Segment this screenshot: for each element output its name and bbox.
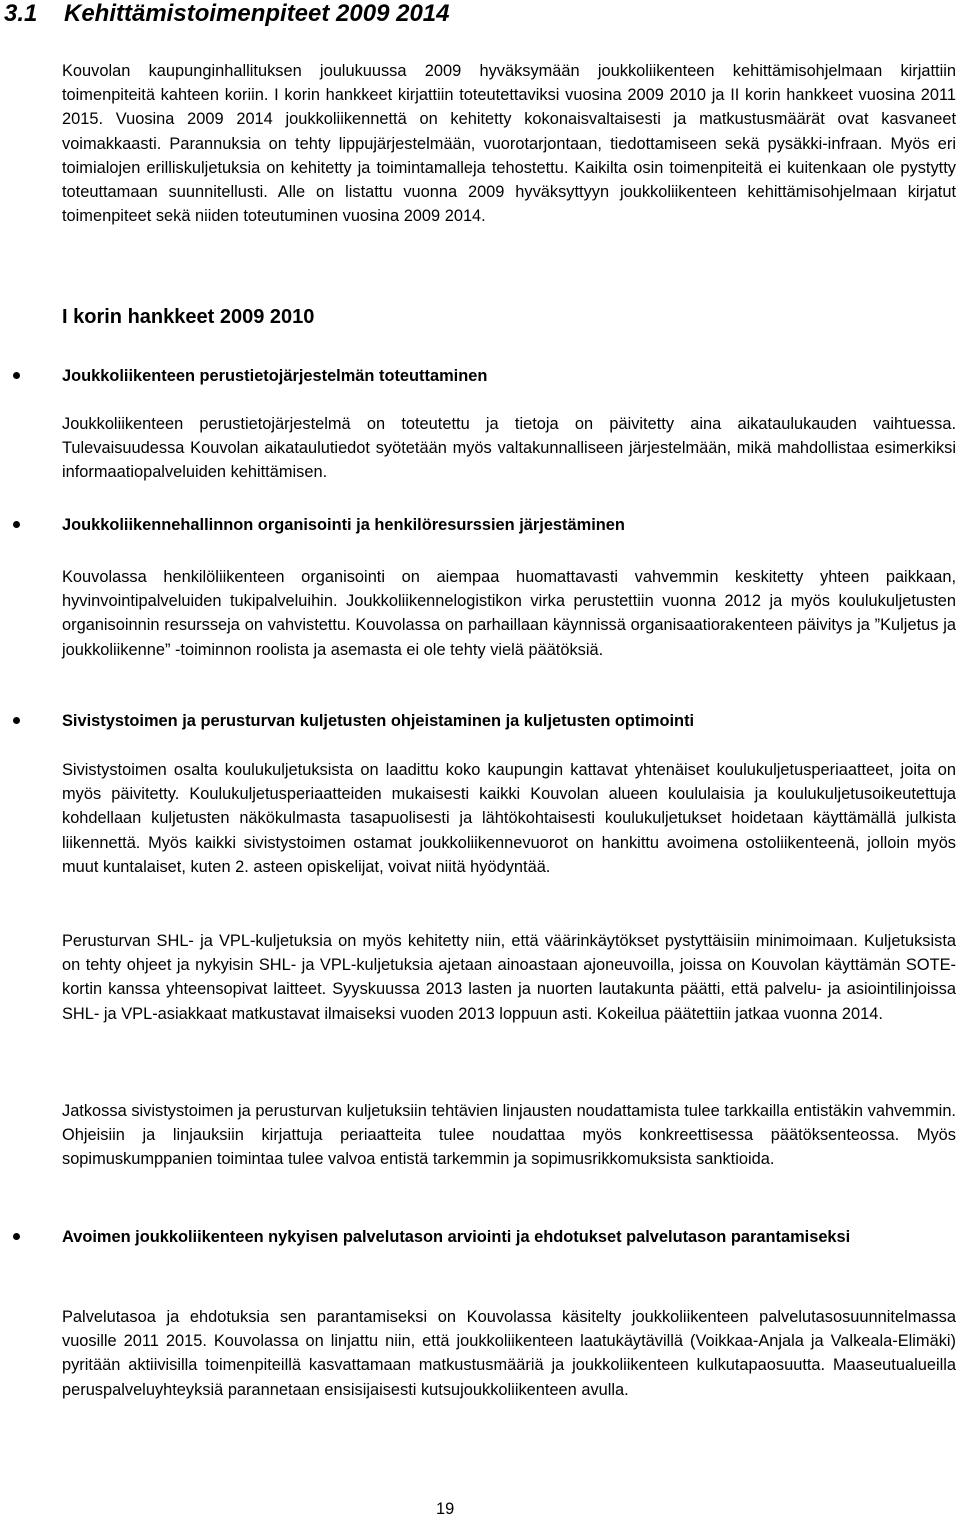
section-3-paragraph-3: Jatkossa sivistystoimen ja perusturvan kuljetuksiin tehtävien linjausten noudattamista tulee tarkkailla entistäkin vahvemmin. Ohjeisiin ja linjauksiin kirjattuja periaatteita tulee noudattaa myös konkreettisessa päätöksenteossa. Myös sopimuskumppanien toimintaa tulee valvoa entistä tarkemmin ja sopimusrikkomuksista sanktioida.: [62, 1102, 956, 1169]
bullet-icon: [13, 372, 20, 379]
section-title: Kehittämistoimenpiteet 2009 2014: [64, 0, 450, 27]
section-heading: [4, 0, 450, 31]
subheading: I korin hankkeet 2009 2010: [62, 306, 315, 328]
bullet-icon: [13, 717, 20, 724]
bullet-icon: [13, 521, 20, 528]
section-1-paragraph-1: Joukkoliikenteen perustietojärjestelmä on toteutettu ja tietoja on päivitetty aina aikataulukauden vaihtuessa. Tulevaisuudessa Kouvolan aikataulutiedot syötetään myös valtakunnalliseen järjestelmään, mikä mahdollistaa esimerkiksi informaatiopalveluiden kehittämisen.: [62, 415, 956, 482]
section-2-paragraph-1: Kouvolassa henkilöliikenteen organisointi on aiempaa huomattavasti vahvemmin keskitetty yhteen paikkaan, hyvinvointipalveluiden tukipalveluihin. Joukkoliikennelogistikon virka perustettiin vuonna 2012 ja myös koulukuljetusten organisoinnin resursseja on vahvistettu. Kouvolassa on parhaillaan käynnissä organisaatiorakenteen päivitys ja ”Kuljetus ja joukkoliikenne” -toiminnon roolista ja asemasta ei ole tehty vielä päätöksiä.: [62, 568, 956, 659]
intro-paragraph: Kouvolan kaupunginhallituksen joulukuussa 2009 hyväksymään joukkoliikenteen kehittämisohjelmaan kirjattiin toimenpiteitä kahteen koriin. I korin hankkeet kirjattiin toteutettaviksi vuosina 2009 2010 ja II korin hankkeet vuosina 2011 2015. Vuosina 2009 2014 joukkoliikennettä on kehitetty kokonaisvaltaisesti ja matkustusmäärät ovat kasvaneet voimakkaasti. Parannuksia on tehty lippujärjestelmään, vuorotarjontaan, tiedottamiseen sekä pysäkki-infraan. Myös eri toimialojen erilliskuljetuksia on kehitetty ja toimintamalleja tehostettu. Kaikilta osin toimenpiteitä ei kuitenkaan ole pystytty toteuttamaan suunnitellusti. Alle on listattu vuonna 2009 hyväksyttyyn joukkoliikenteen kehittämisohjelmaan kirjatut toimenpiteet sekä niiden toteutuminen vuosina 2009 2014.: [62, 62, 956, 226]
section-3-title: Sivistystoimen ja perusturvan kuljetusten ohjeistaminen ja kuljetusten optimointi: [62, 712, 695, 730]
bullet-icon: [13, 1233, 20, 1240]
section-3-paragraph-1: Sivistystoimen osalta koulukuljetuksista on laadittu koko kaupungin kattavat yhtenäiset koulukuljetusperiaatteet, joita on myös päivitetty. Koulukuljetusperiaatteiden mukaisesti kaikki Kouvolan alueen koululaisia ja koulukuljetusoikeutettuja kohdellaan kuljetusten näkökulmasta tasapuolisesti ja lähtökohtaisesti koulukuljetukset hoidetaan käyttämällä julkista liikennettä. Myös kaikki sivistystoimen ostamat joukkoliikennevuorot on hankittu avoimena ostoliikenteenä, jolloin myös muut kuntalaiset, kuten 2. asteen opiskelijat, voivat niitä hyödyntää.: [62, 761, 956, 876]
section-number: 3.1: [4, 0, 38, 27]
page-number: 19: [436, 1500, 455, 1518]
section-4-title: Avoimen joukkoliikenteen nykyisen palvelutason arviointi ja ehdotukset palvelutason parantamiseksi: [62, 1228, 851, 1246]
section-4-paragraph-1: Palvelutasoa ja ehdotuksia sen parantamiseksi on Kouvolassa käsitelty joukkoliikenteen palvelutasosuunnitelmassa vuosille 2011 2015. Kouvolassa on linjattu niin, että joukkoliikenteen laatukäytävillä (Voikkaa-Anjala ja Valkeala-Elimäki) pyritään aktiivisilla toimenpiteillä kasvattamaan matkustusmääriä ja joukkoliikenteen kulkutapaosuutta. Maaseutualueilla peruspalveluyhteyksiä parannetaan ensisijaisesti kutsujoukkoliikenteen avulla.: [62, 1308, 956, 1399]
section-3-paragraph-2: Perusturvan SHL- ja VPL-kuljetuksia on myös kehitetty niin, että väärinkäytökset pystyttäisiin minimoimaan. Kuljetuksista on tehty ohjeet ja nykyisin SHL- ja VPL-kuljetuksia ajetaan ainoastaan ajoneuvoilla, joissa on Kouvolan käyttämän SOTE-kortin kanssa yhteensopivat laitteet. Syyskuussa 2013 lasten ja nuorten lautakunta päätti, että palvelu- ja asiointilinjoissa SHL- ja VPL-asiakkaat matkustavat ilmaiseksi vuoden 2013 loppuun asti. Kokeilua päätettiin jatkaa vuonna 2014.: [62, 932, 956, 1023]
section-2-title: Joukkoliikennehallinnon organisointi ja henkilöresurssien järjestäminen: [62, 516, 625, 534]
section-1-title: Joukkoliikenteen perustietojärjestelmän toteuttaminen: [62, 367, 488, 385]
